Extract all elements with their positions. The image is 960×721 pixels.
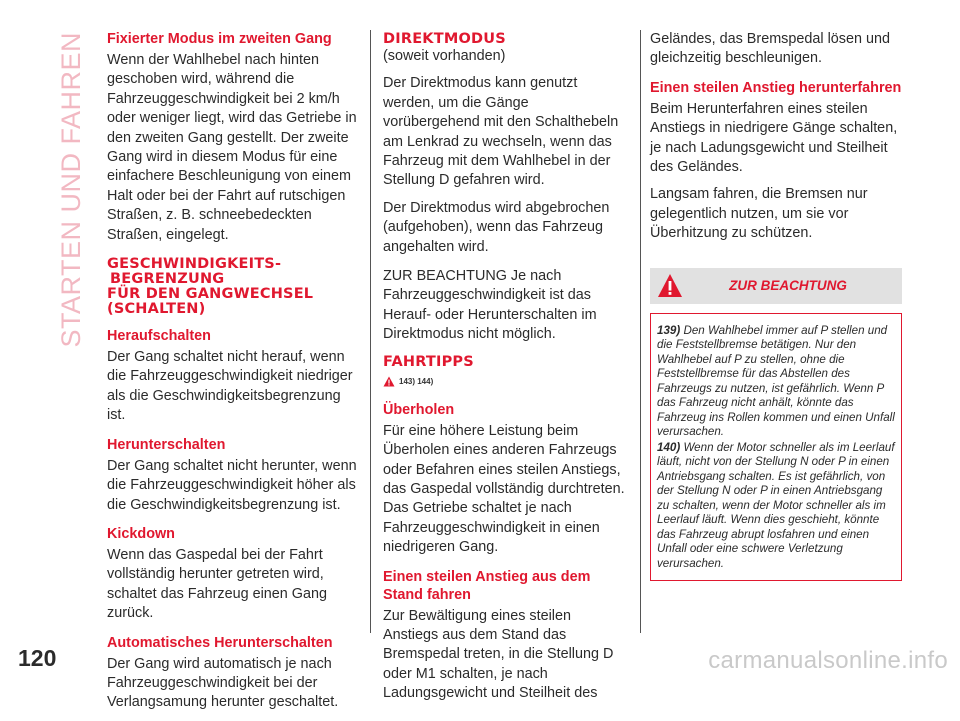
section-heading: DIREKTMODUS: [383, 31, 506, 47]
paragraph: Langsam fahren, die Bremsen nur gelegentlich nutzen, um sie vor Überhitzung zu schützen.: [650, 186, 868, 242]
paragraph: ZUR BEACHTUNG Je nach Fahrzeuggeschwindigkeit ist das Herauf- oder Herunterschalten im Direktmodus nicht möglich.: [383, 268, 597, 343]
subheading: Einen steilen Anstieg aus dem Stand fahren: [383, 568, 591, 603]
heading-line: GESCHWINDIGKEITS-: [107, 256, 282, 273]
paragraph: Für eine höhere Leistung beim Überholen eines anderen Fahrzeugs oder Befahren eines steilen Anstiegs, das Gaspedal vollständig durchtreten. Das Getriebe schaltet je nach Fahrzeuggeschwindigkeit in einen niedrigeren Gang.: [383, 422, 625, 556]
paragraph: Zur Bewältigung eines steilen Anstiegs aus dem Stand das Bremspedal treten, in die Stellung D oder M1 schalten, je nach Ladungsgewicht und Steilheit des: [383, 607, 614, 702]
warning-text: Wenn der Motor schneller als im Leerlauf läuft, nicht von der Stellung N oder P in einen Antriebsgang schalten. Es ist gefährlich, von der Stellung N oder P in einen Antriebsgang zu schalten, wenn der Motor schneller als im Leerlauf läuft. Wenn dies geschieht, könnte das Fahrzeug abrupt losfahren und einen Unfall oder eine schwere Verletzung verursachen.: [657, 440, 895, 570]
paragraph: Wenn das Gaspedal bei der Fahrt vollständig herunter getreten wird, schaltet das Fahrzeug einen Gang zurück.: [107, 546, 327, 622]
watermark: carmanualsonline.info: [708, 647, 948, 674]
warning-references: [383, 376, 629, 387]
warning-title: ZUR BEACHTUNG: [729, 278, 847, 294]
column-divider: [370, 30, 371, 633]
warning-number: 140): [657, 440, 681, 454]
warning-item: [657, 441, 895, 572]
column-1: [107, 30, 362, 721]
subheading: Fixierter Modus im zweiten Gang: [107, 31, 332, 47]
paragraph: Beim Herunterfahren eines steilen Anstiegs in niedrigere Gänge schalten, je nach Ladungsgewicht und Steilheit des Geländes.: [650, 100, 898, 176]
chapter-title: STARTEN UND FAHREN: [56, 32, 86, 348]
warning-triangle-icon: [656, 272, 684, 300]
subheading: Überholen: [383, 401, 455, 418]
column-2: [383, 30, 629, 712]
paragraph: Geländes, das Bremspedal lösen und gleichzeitig beschleunigen.: [650, 31, 890, 67]
warning-item: [657, 324, 895, 440]
subheading: Heraufschalten: [107, 328, 211, 345]
subheading: Herunterschalten: [107, 436, 226, 453]
warning-body: [650, 313, 902, 582]
heading-line: BEGRENZUNG: [110, 271, 225, 288]
column-3: [650, 30, 902, 581]
paragraph: Wenn der Wahlhebel nach hinten geschoben wird, während die Fahrzeuggeschwindigkeit bei 2 km/h oder weniger liegt, wird das Getriebe in den zweiten Gang gestellt. Der zweite Gang wird in diesem Modus für eine einfachere Beschleunigung von einem Halt oder bei der Fahrt auf rutschigen Straßen, z. B. schneebedeckten Straßen, eingelegt.: [107, 52, 357, 243]
paragraph: Der Direktmodus wird abgebrochen (aufgehoben), wenn das Fahrzeug angehalten wird.: [383, 199, 610, 255]
paragraph: Der Direktmodus kann genutzt werden, um die Gänge vorübergehend mit den Schalthebeln am Lenkrad zu wechseln, wenn das Fahrzeug mit dem Wahlhebel in der Stellung D gefahren wird.: [383, 75, 619, 189]
reference-numbers: 143) 144): [399, 376, 434, 386]
subheading: Automatisches Herunterschalten: [107, 634, 333, 651]
warning-text: Den Wahlhebel immer auf P stellen und die Feststellbremse betätigen. Nur den Wahlhebel auf P zu stellen, ohne die Feststellbremse für das Abstellen des Fahrzeugs zu nutzen, ist gefährlich. Wenn P das Fahrzeug nicht anhält, könnte das Fahrzeug ins Rollen kommen und einen Unfall verursachen.: [657, 323, 895, 439]
paragraph: Der Gang wird automatisch je nach Fahrzeuggeschwindigkeit bei der Verlangsamung herunter geschaltet.: [107, 655, 339, 711]
warning-number: 139): [657, 323, 681, 337]
warning-header: [650, 268, 902, 304]
paragraph: Der Gang schaltet nicht herunter, wenn die Fahrzeuggeschwindigkeit höher als die Geschwindigkeitsbegrenzung ist.: [107, 457, 357, 513]
paragraph: Der Gang schaltet nicht herauf, wenn die Fahrzeuggeschwindigkeit niedriger als die Geschwindigkeitsbegrenzung ist.: [107, 349, 353, 424]
column-divider: [640, 30, 641, 633]
page-number: 120: [18, 645, 57, 671]
heading-line: (SCHALTEN): [107, 301, 206, 318]
warning-triangle-icon: [383, 376, 395, 387]
subheading: Einen steilen Anstieg herunterfahren: [650, 79, 902, 96]
section-heading: [107, 257, 362, 317]
section-heading: FAHRTIPPS: [383, 353, 474, 370]
heading-line: FÜR DEN GANGWECHSEL: [107, 286, 314, 303]
subheading: Kickdown: [107, 525, 175, 542]
warning-box: [650, 268, 902, 582]
paragraph: (soweit vorhanden): [383, 48, 506, 64]
